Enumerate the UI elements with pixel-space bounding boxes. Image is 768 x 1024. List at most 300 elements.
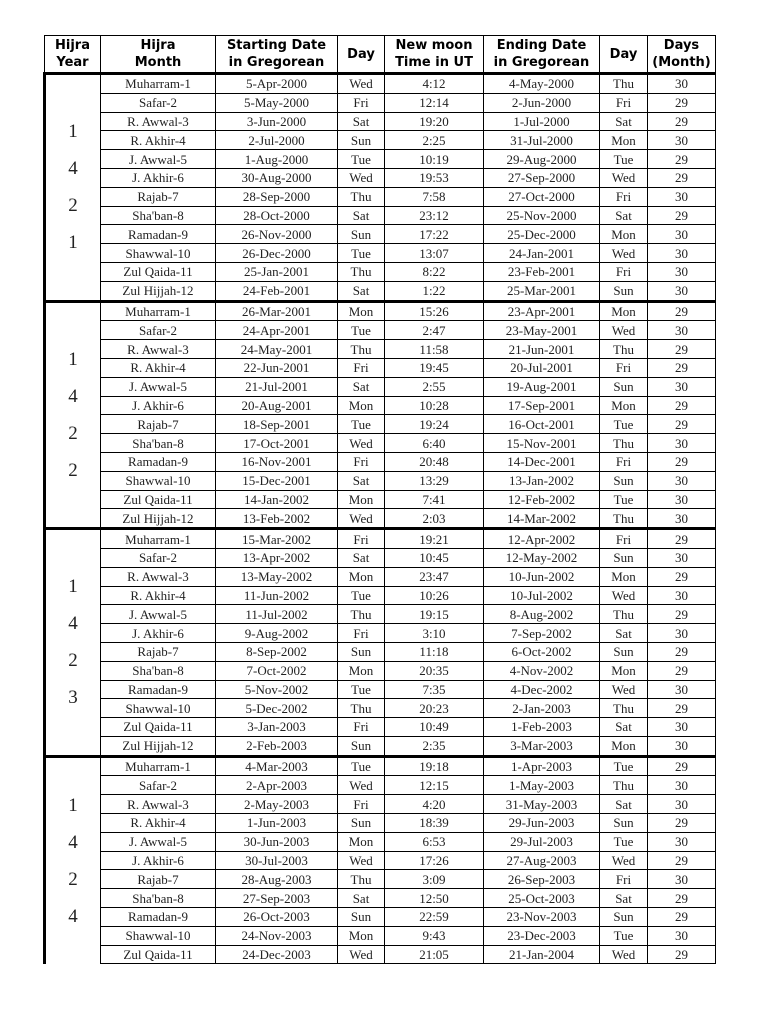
days-cell: 29 bbox=[648, 945, 716, 964]
month-cell: Safar-2 bbox=[101, 321, 216, 340]
new-moon-time-cell: 2:35 bbox=[385, 736, 484, 756]
end-day-cell: Wed bbox=[600, 945, 648, 964]
days-cell: 29 bbox=[648, 150, 716, 169]
days-cell: 30 bbox=[648, 377, 716, 396]
start-date-cell: 24-May-2001 bbox=[216, 340, 338, 359]
new-moon-time-cell: 2:25 bbox=[385, 131, 484, 150]
month-cell: R. Awwal-3 bbox=[101, 795, 216, 814]
start-date-cell: 3-Jun-2000 bbox=[216, 112, 338, 131]
start-date-cell: 26-Nov-2000 bbox=[216, 225, 338, 244]
start-date-cell: 8-Sep-2002 bbox=[216, 642, 338, 661]
month-cell: R. Akhir-4 bbox=[101, 586, 216, 605]
month-cell: Safar-2 bbox=[101, 776, 216, 795]
days-cell: 30 bbox=[648, 870, 716, 889]
end-day-cell: Fri bbox=[600, 358, 648, 377]
start-date-cell: 5-Dec-2002 bbox=[216, 699, 338, 718]
new-moon-time-cell: 15:26 bbox=[385, 301, 484, 321]
end-date-cell: 20-Jul-2001 bbox=[484, 358, 600, 377]
start-date-cell: 27-Sep-2003 bbox=[216, 889, 338, 908]
table-row bbox=[45, 415, 716, 434]
end-date-cell: 26-Sep-2003 bbox=[484, 870, 600, 889]
month-cell: Sha'ban-8 bbox=[101, 661, 216, 680]
days-cell: 29 bbox=[648, 415, 716, 434]
end-day-cell: Sat bbox=[600, 889, 648, 908]
end-day-cell: Fri bbox=[600, 452, 648, 471]
end-day-cell: Sun bbox=[600, 548, 648, 567]
hijra-year-cell bbox=[45, 74, 101, 302]
days-cell: 29 bbox=[648, 889, 716, 908]
end-day-cell: Mon bbox=[600, 131, 648, 150]
new-moon-time-cell: 19:45 bbox=[385, 358, 484, 377]
month-cell: Rajab-7 bbox=[101, 415, 216, 434]
days-cell: 29 bbox=[648, 529, 716, 549]
start-date-cell: 2-Jul-2000 bbox=[216, 131, 338, 150]
start-date-cell: 30-Jun-2003 bbox=[216, 832, 338, 851]
days-cell: 30 bbox=[648, 680, 716, 699]
start-day-cell: Tue bbox=[338, 756, 385, 776]
new-moon-time-cell: 23:12 bbox=[385, 206, 484, 225]
year-digit: 1 bbox=[68, 121, 78, 143]
start-day-cell: Sun bbox=[338, 642, 385, 661]
month-cell: Zul Hijjah-12 bbox=[101, 509, 216, 529]
month-cell: Muharram-1 bbox=[101, 301, 216, 321]
new-moon-time-cell: 20:35 bbox=[385, 661, 484, 680]
start-day-cell: Sat bbox=[338, 206, 385, 225]
days-cell: 30 bbox=[648, 244, 716, 263]
start-day-cell: Wed bbox=[338, 945, 385, 964]
end-date-cell: 23-Dec-2003 bbox=[484, 926, 600, 945]
new-moon-time-cell: 13:29 bbox=[385, 471, 484, 490]
end-date-cell: 23-Apr-2001 bbox=[484, 301, 600, 321]
start-day-cell: Sat bbox=[338, 377, 385, 396]
start-day-cell: Mon bbox=[338, 832, 385, 851]
new-moon-time-cell: 21:05 bbox=[385, 945, 484, 964]
start-date-cell: 28-Oct-2000 bbox=[216, 206, 338, 225]
days-cell: 30 bbox=[648, 321, 716, 340]
end-day-cell: Thu bbox=[600, 776, 648, 795]
year-digit: 1 bbox=[68, 348, 78, 370]
month-cell: Shawwal-10 bbox=[101, 244, 216, 263]
new-moon-time-cell: 6:53 bbox=[385, 832, 484, 851]
start-day-cell: Sat bbox=[338, 548, 385, 567]
new-moon-time-cell: 12:50 bbox=[385, 889, 484, 908]
month-cell: R. Awwal-3 bbox=[101, 567, 216, 586]
end-day-cell: Wed bbox=[600, 244, 648, 263]
end-day-cell: Sat bbox=[600, 624, 648, 643]
end-date-cell: 7-Sep-2002 bbox=[484, 624, 600, 643]
new-moon-time-cell: 2:47 bbox=[385, 321, 484, 340]
new-moon-time-cell: 19:18 bbox=[385, 756, 484, 776]
table-row bbox=[45, 814, 716, 833]
days-cell: 30 bbox=[648, 281, 716, 301]
year-digit: 4 bbox=[68, 385, 78, 407]
table-row bbox=[45, 112, 716, 131]
days-cell: 29 bbox=[648, 93, 716, 112]
end-date-cell: 10-Jul-2002 bbox=[484, 586, 600, 605]
month-cell: Sha'ban-8 bbox=[101, 889, 216, 908]
start-date-cell: 11-Jun-2002 bbox=[216, 586, 338, 605]
end-day-cell: Sun bbox=[600, 281, 648, 301]
start-day-cell: Tue bbox=[338, 244, 385, 263]
end-date-cell: 21-Jan-2004 bbox=[484, 945, 600, 964]
new-moon-time-cell: 11:18 bbox=[385, 642, 484, 661]
start-date-cell: 2-Apr-2003 bbox=[216, 776, 338, 795]
month-cell: J. Awwal-5 bbox=[101, 377, 216, 396]
month-cell: Muharram-1 bbox=[101, 756, 216, 776]
start-day-cell: Fri bbox=[338, 452, 385, 471]
start-day-cell: Mon bbox=[338, 661, 385, 680]
end-day-cell: Fri bbox=[600, 870, 648, 889]
start-date-cell: 16-Nov-2001 bbox=[216, 452, 338, 471]
table-row bbox=[45, 281, 716, 301]
month-cell: Sha'ban-8 bbox=[101, 434, 216, 453]
start-date-cell: 28-Sep-2000 bbox=[216, 187, 338, 206]
month-cell: Zul Hijjah-12 bbox=[101, 736, 216, 756]
start-date-cell: 1-Aug-2000 bbox=[216, 150, 338, 169]
table-row bbox=[45, 358, 716, 377]
month-cell: Shawwal-10 bbox=[101, 699, 216, 718]
start-day-cell: Thu bbox=[338, 605, 385, 624]
end-date-cell: 10-Jun-2002 bbox=[484, 567, 600, 586]
end-date-cell: 14-Dec-2001 bbox=[484, 452, 600, 471]
end-day-cell: Sun bbox=[600, 908, 648, 927]
table-row bbox=[45, 187, 716, 206]
start-day-cell: Wed bbox=[338, 168, 385, 187]
days-cell: 29 bbox=[648, 756, 716, 776]
end-date-cell: 23-Feb-2001 bbox=[484, 262, 600, 281]
end-date-cell: 21-Jun-2001 bbox=[484, 340, 600, 359]
month-cell: Muharram-1 bbox=[101, 529, 216, 549]
start-date-cell: 24-Apr-2001 bbox=[216, 321, 338, 340]
days-cell: 30 bbox=[648, 74, 716, 94]
header-new-moon-time: New moon Time in UT bbox=[385, 36, 484, 74]
days-cell: 29 bbox=[648, 112, 716, 131]
start-date-cell: 30-Aug-2000 bbox=[216, 168, 338, 187]
end-date-cell: 25-Oct-2003 bbox=[484, 889, 600, 908]
days-cell: 29 bbox=[648, 851, 716, 870]
days-cell: 29 bbox=[648, 396, 716, 415]
new-moon-time-cell: 19:21 bbox=[385, 529, 484, 549]
new-moon-time-cell: 3:09 bbox=[385, 870, 484, 889]
end-date-cell: 1-Apr-2003 bbox=[484, 756, 600, 776]
table-row bbox=[45, 321, 716, 340]
end-date-cell: 17-Sep-2001 bbox=[484, 396, 600, 415]
new-moon-time-cell: 23:47 bbox=[385, 567, 484, 586]
new-moon-time-cell: 9:43 bbox=[385, 926, 484, 945]
start-date-cell: 17-Oct-2001 bbox=[216, 434, 338, 453]
end-day-cell: Wed bbox=[600, 851, 648, 870]
days-cell: 30 bbox=[648, 776, 716, 795]
table-row bbox=[45, 680, 716, 699]
month-cell: Muharram-1 bbox=[101, 74, 216, 94]
new-moon-time-cell: 4:20 bbox=[385, 795, 484, 814]
start-day-cell: Sat bbox=[338, 889, 385, 908]
end-date-cell: 27-Sep-2000 bbox=[484, 168, 600, 187]
start-day-cell: Mon bbox=[338, 301, 385, 321]
start-date-cell: 14-Jan-2002 bbox=[216, 490, 338, 509]
new-moon-time-cell: 10:19 bbox=[385, 150, 484, 169]
start-day-cell: Wed bbox=[338, 434, 385, 453]
start-day-cell: Wed bbox=[338, 74, 385, 94]
end-day-cell: Mon bbox=[600, 661, 648, 680]
start-day-cell: Sun bbox=[338, 908, 385, 927]
days-cell: 30 bbox=[648, 262, 716, 281]
new-moon-time-cell: 20:23 bbox=[385, 699, 484, 718]
table-row bbox=[45, 908, 716, 927]
start-date-cell: 26-Oct-2003 bbox=[216, 908, 338, 927]
new-moon-time-cell: 10:28 bbox=[385, 396, 484, 415]
end-day-cell: Tue bbox=[600, 926, 648, 945]
new-moon-time-cell: 7:58 bbox=[385, 187, 484, 206]
new-moon-time-cell: 19:20 bbox=[385, 112, 484, 131]
end-date-cell: 6-Oct-2002 bbox=[484, 642, 600, 661]
days-cell: 29 bbox=[648, 301, 716, 321]
end-day-cell: Fri bbox=[600, 262, 648, 281]
end-date-cell: 1-Jul-2000 bbox=[484, 112, 600, 131]
start-date-cell: 7-Oct-2002 bbox=[216, 661, 338, 680]
start-date-cell: 24-Dec-2003 bbox=[216, 945, 338, 964]
start-date-cell: 11-Jul-2002 bbox=[216, 605, 338, 624]
month-cell: Ramadan-9 bbox=[101, 452, 216, 471]
table-row bbox=[45, 756, 716, 776]
end-date-cell: 12-May-2002 bbox=[484, 548, 600, 567]
end-day-cell: Thu bbox=[600, 340, 648, 359]
end-date-cell: 14-Mar-2002 bbox=[484, 509, 600, 529]
start-day-cell: Mon bbox=[338, 490, 385, 509]
year-digit: 1 bbox=[68, 232, 78, 254]
start-day-cell: Tue bbox=[338, 415, 385, 434]
new-moon-time-cell: 8:22 bbox=[385, 262, 484, 281]
days-cell: 30 bbox=[648, 926, 716, 945]
end-day-cell: Sat bbox=[600, 206, 648, 225]
days-cell: 30 bbox=[648, 795, 716, 814]
start-day-cell: Tue bbox=[338, 680, 385, 699]
end-day-cell: Sat bbox=[600, 112, 648, 131]
end-date-cell: 3-Mar-2003 bbox=[484, 736, 600, 756]
new-moon-time-cell: 2:55 bbox=[385, 377, 484, 396]
end-date-cell: 4-Nov-2002 bbox=[484, 661, 600, 680]
month-cell: Zul Qaida-11 bbox=[101, 945, 216, 964]
month-cell: J. Awwal-5 bbox=[101, 605, 216, 624]
end-day-cell: Mon bbox=[600, 301, 648, 321]
end-date-cell: 16-Oct-2001 bbox=[484, 415, 600, 434]
new-moon-time-cell: 17:22 bbox=[385, 225, 484, 244]
days-cell: 29 bbox=[648, 168, 716, 187]
start-day-cell: Tue bbox=[338, 586, 385, 605]
header-hijra-month: Hijra Month bbox=[101, 36, 216, 74]
table-row bbox=[45, 795, 716, 814]
table-row bbox=[45, 434, 716, 453]
end-day-cell: Tue bbox=[600, 150, 648, 169]
start-day-cell: Fri bbox=[338, 718, 385, 737]
table-row bbox=[45, 150, 716, 169]
end-date-cell: 23-May-2001 bbox=[484, 321, 600, 340]
month-cell: R. Akhir-4 bbox=[101, 814, 216, 833]
table-row bbox=[45, 699, 716, 718]
end-date-cell: 8-Aug-2002 bbox=[484, 605, 600, 624]
month-cell: Safar-2 bbox=[101, 93, 216, 112]
month-cell: R. Akhir-4 bbox=[101, 358, 216, 377]
month-cell: R. Awwal-3 bbox=[101, 112, 216, 131]
month-cell: Zul Qaida-11 bbox=[101, 490, 216, 509]
month-cell: J. Akhir-6 bbox=[101, 624, 216, 643]
end-date-cell: 25-Nov-2000 bbox=[484, 206, 600, 225]
month-cell: Zul Qaida-11 bbox=[101, 718, 216, 737]
end-day-cell: Mon bbox=[600, 225, 648, 244]
start-day-cell: Thu bbox=[338, 699, 385, 718]
start-day-cell: Tue bbox=[338, 321, 385, 340]
year-digit: 2 bbox=[68, 868, 78, 890]
year-digit: 4 bbox=[68, 905, 78, 927]
new-moon-time-cell: 19:15 bbox=[385, 605, 484, 624]
start-day-cell: Fri bbox=[338, 529, 385, 549]
table-row bbox=[45, 586, 716, 605]
table-row bbox=[45, 244, 716, 263]
table-row bbox=[45, 624, 716, 643]
end-date-cell: 4-May-2000 bbox=[484, 74, 600, 94]
end-date-cell: 19-Aug-2001 bbox=[484, 377, 600, 396]
header-end-day: Day bbox=[600, 36, 648, 74]
start-date-cell: 26-Mar-2001 bbox=[216, 301, 338, 321]
start-day-cell: Mon bbox=[338, 926, 385, 945]
start-day-cell: Sun bbox=[338, 814, 385, 833]
days-cell: 30 bbox=[648, 225, 716, 244]
end-day-cell: Sun bbox=[600, 814, 648, 833]
end-day-cell: Sun bbox=[600, 377, 648, 396]
end-date-cell: 29-Jul-2003 bbox=[484, 832, 600, 851]
start-date-cell: 25-Jan-2001 bbox=[216, 262, 338, 281]
days-cell: 30 bbox=[648, 586, 716, 605]
new-moon-time-cell: 7:41 bbox=[385, 490, 484, 509]
table-header bbox=[45, 36, 716, 74]
end-day-cell: Mon bbox=[600, 396, 648, 415]
new-moon-time-cell: 20:48 bbox=[385, 452, 484, 471]
header-days-in-month: Days (Month) bbox=[648, 36, 716, 74]
header-hijra-year: Hijra Year bbox=[45, 36, 101, 74]
start-date-cell: 2-Feb-2003 bbox=[216, 736, 338, 756]
table-row bbox=[45, 605, 716, 624]
year-digit: 4 bbox=[68, 158, 78, 180]
days-cell: 29 bbox=[648, 699, 716, 718]
start-date-cell: 30-Jul-2003 bbox=[216, 851, 338, 870]
month-cell: Rajab-7 bbox=[101, 870, 216, 889]
start-day-cell: Thu bbox=[338, 340, 385, 359]
start-date-cell: 5-Apr-2000 bbox=[216, 74, 338, 94]
start-day-cell: Sun bbox=[338, 225, 385, 244]
end-date-cell: 31-May-2003 bbox=[484, 795, 600, 814]
new-moon-time-cell: 10:45 bbox=[385, 548, 484, 567]
days-cell: 29 bbox=[648, 642, 716, 661]
end-date-cell: 13-Jan-2002 bbox=[484, 471, 600, 490]
year-digit: 4 bbox=[68, 831, 78, 853]
year-digit: 2 bbox=[68, 650, 78, 672]
start-day-cell: Tue bbox=[338, 150, 385, 169]
start-date-cell: 13-Feb-2002 bbox=[216, 509, 338, 529]
end-day-cell: Wed bbox=[600, 321, 648, 340]
days-cell: 29 bbox=[648, 661, 716, 680]
start-day-cell: Fri bbox=[338, 795, 385, 814]
month-cell: Sha'ban-8 bbox=[101, 206, 216, 225]
table-row bbox=[45, 889, 716, 908]
new-moon-time-cell: 3:10 bbox=[385, 624, 484, 643]
year-digit: 4 bbox=[68, 613, 78, 635]
start-date-cell: 3-Jan-2003 bbox=[216, 718, 338, 737]
days-cell: 30 bbox=[648, 471, 716, 490]
month-cell: Ramadan-9 bbox=[101, 680, 216, 699]
start-date-cell: 24-Nov-2003 bbox=[216, 926, 338, 945]
end-date-cell: 2-Jan-2003 bbox=[484, 699, 600, 718]
days-cell: 30 bbox=[648, 832, 716, 851]
table-row bbox=[45, 870, 716, 889]
table-row bbox=[45, 509, 716, 529]
table-row bbox=[45, 262, 716, 281]
start-day-cell: Sat bbox=[338, 112, 385, 131]
new-moon-time-cell: 11:58 bbox=[385, 340, 484, 359]
start-day-cell: Mon bbox=[338, 567, 385, 586]
end-date-cell: 31-Jul-2000 bbox=[484, 131, 600, 150]
start-date-cell: 9-Aug-2002 bbox=[216, 624, 338, 643]
end-date-cell: 1-Feb-2003 bbox=[484, 718, 600, 737]
end-date-cell: 29-Aug-2000 bbox=[484, 150, 600, 169]
table-row bbox=[45, 396, 716, 415]
table-row bbox=[45, 926, 716, 945]
month-cell: Ramadan-9 bbox=[101, 908, 216, 927]
days-cell: 29 bbox=[648, 206, 716, 225]
start-day-cell: Thu bbox=[338, 262, 385, 281]
table-row bbox=[45, 340, 716, 359]
year-digit: 1 bbox=[68, 576, 78, 598]
hijra-year-cell bbox=[45, 301, 101, 529]
hijra-year-cell bbox=[45, 756, 101, 964]
end-day-cell: Thu bbox=[600, 605, 648, 624]
month-cell: Ramadan-9 bbox=[101, 225, 216, 244]
start-day-cell: Sun bbox=[338, 736, 385, 756]
end-date-cell: 2-Jun-2000 bbox=[484, 93, 600, 112]
table-row bbox=[45, 642, 716, 661]
new-moon-time-cell: 12:15 bbox=[385, 776, 484, 795]
table-row bbox=[45, 471, 716, 490]
end-day-cell: Sun bbox=[600, 471, 648, 490]
start-day-cell: Wed bbox=[338, 776, 385, 795]
month-cell: Shawwal-10 bbox=[101, 926, 216, 945]
month-cell: R. Akhir-4 bbox=[101, 131, 216, 150]
days-cell: 29 bbox=[648, 814, 716, 833]
start-day-cell: Sat bbox=[338, 281, 385, 301]
start-date-cell: 26-Dec-2000 bbox=[216, 244, 338, 263]
month-cell: Safar-2 bbox=[101, 548, 216, 567]
table-row bbox=[45, 168, 716, 187]
end-day-cell: Fri bbox=[600, 93, 648, 112]
table-body bbox=[45, 74, 716, 964]
end-day-cell: Tue bbox=[600, 756, 648, 776]
month-cell: J. Awwal-5 bbox=[101, 150, 216, 169]
month-cell: J. Awwal-5 bbox=[101, 832, 216, 851]
days-cell: 30 bbox=[648, 187, 716, 206]
start-day-cell: Mon bbox=[338, 396, 385, 415]
table-row bbox=[45, 736, 716, 756]
start-date-cell: 1-Jun-2003 bbox=[216, 814, 338, 833]
new-moon-time-cell: 19:24 bbox=[385, 415, 484, 434]
table-row bbox=[45, 74, 716, 94]
start-date-cell: 4-Mar-2003 bbox=[216, 756, 338, 776]
start-day-cell: Wed bbox=[338, 509, 385, 529]
month-cell: J. Akhir-6 bbox=[101, 168, 216, 187]
days-cell: 30 bbox=[648, 736, 716, 756]
table-row bbox=[45, 851, 716, 870]
new-moon-time-cell: 17:26 bbox=[385, 851, 484, 870]
start-day-cell: Fri bbox=[338, 624, 385, 643]
end-day-cell: Thu bbox=[600, 434, 648, 453]
